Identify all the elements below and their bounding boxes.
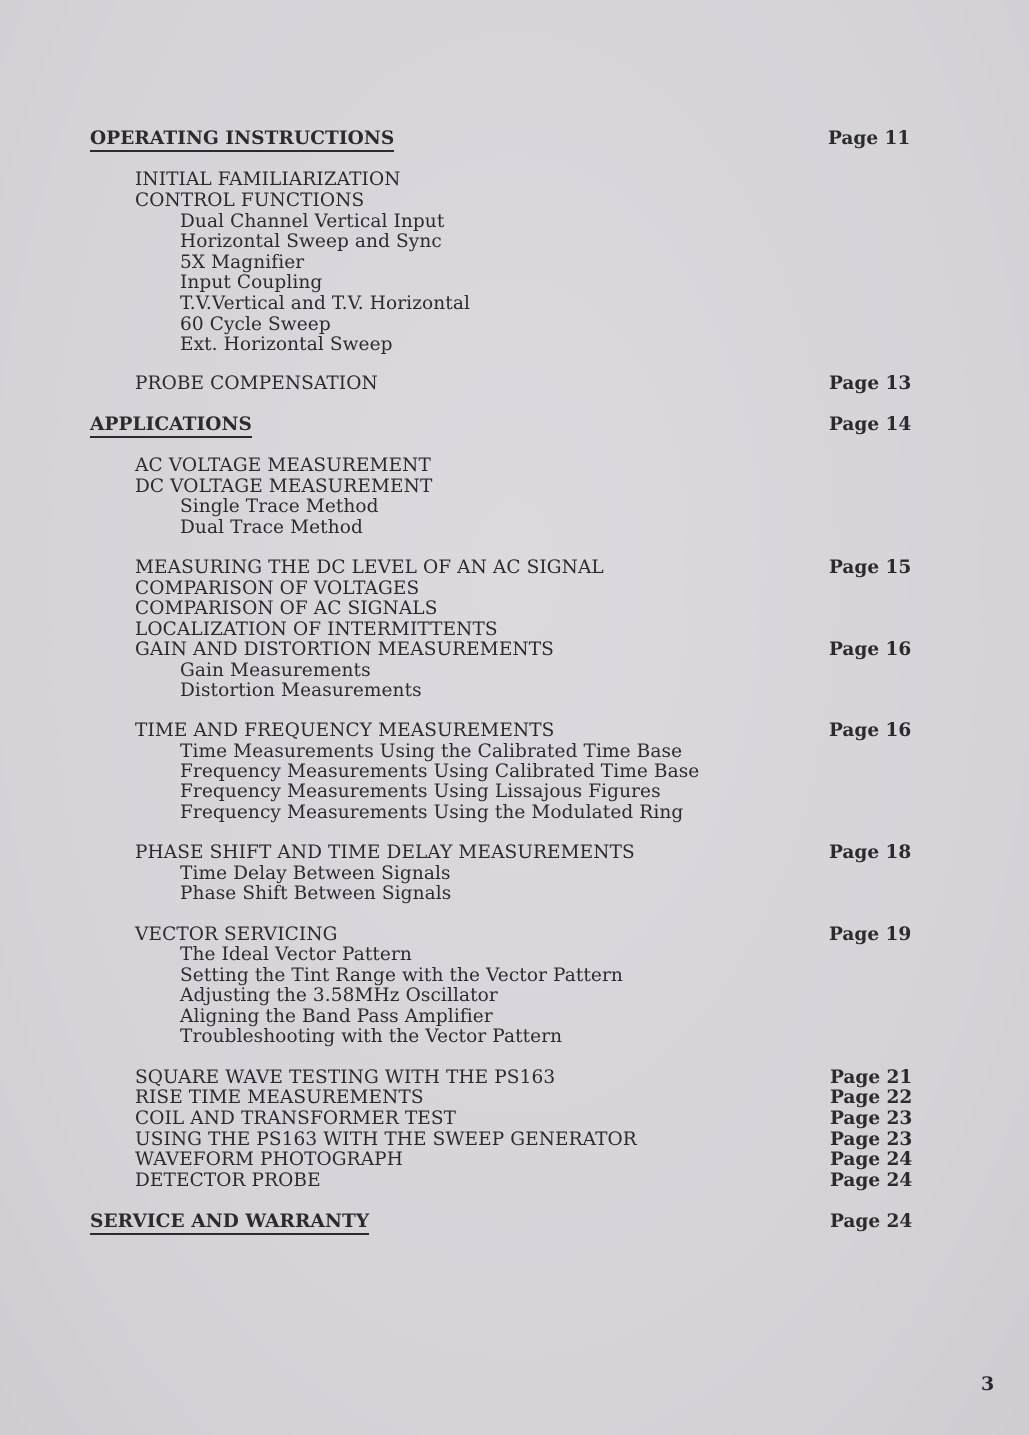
toc-subentry-ext-horizontal: Ext. Horizontal Sweep — [180, 334, 393, 355]
toc-entry-comparison-ac: COMPARISON OF AC SIGNALS — [135, 598, 438, 619]
toc-entry-detector-probe: DETECTOR PROBE — [135, 1170, 321, 1191]
toc-entry-rise-time: RISE TIME MEASUREMENTS — [135, 1087, 424, 1108]
page-ref-square-wave: Page 21 — [830, 1067, 913, 1088]
toc-subentry-input-coupling: Input Coupling — [180, 272, 323, 293]
toc-entry-vector-servicing: VECTOR SERVICING — [135, 924, 338, 945]
toc-entry-square-wave: SQUARE WAVE TESTING WITH THE PS163 — [135, 1067, 556, 1088]
page-ref-phase-shift: Page 18 — [829, 842, 912, 863]
toc-subentry-freq-calibrated: Frequency Measurements Using Calibrated Time Base — [180, 761, 700, 782]
toc-entry-coil-transformer: COIL AND TRANSFORMER TEST — [135, 1108, 457, 1129]
toc-entry-localization: LOCALIZATION OF INTERMITTENTS — [135, 619, 498, 640]
toc-subentry-freq-lissajous: Frequency Measurements Using Lissajous Figures — [180, 781, 661, 802]
toc-entry-sweep-generator: USING THE PS163 WITH THE SWEEP GENERATOR — [135, 1129, 637, 1150]
section-heading-operating-instructions: OPERATING INSTRUCTIONS — [90, 129, 394, 152]
page-ref-detector-probe: Page 24 — [830, 1170, 913, 1191]
page-ref-dc-level: Page 15 — [829, 557, 912, 578]
page-ref-service-warranty: Page 24 — [830, 1211, 913, 1232]
toc-subentry-cycle-sweep: 60 Cycle Sweep — [180, 314, 331, 335]
page-ref-waveform-photo: Page 24 — [830, 1149, 913, 1170]
toc-entry-phase-shift: PHASE SHIFT AND TIME DELAY MEASUREMENTS — [135, 842, 635, 863]
toc-subentry-troubleshooting: Troubleshooting with the Vector Pattern — [180, 1026, 563, 1047]
toc-subentry-time-delay: Time Delay Between Signals — [180, 863, 451, 884]
toc-entry-probe-compensation: PROBE COMPENSATION — [135, 373, 378, 394]
toc-entry-comparison-voltages: COMPARISON OF VOLTAGES — [135, 578, 420, 599]
toc-subentry-dual-channel: Dual Channel Vertical Input — [180, 211, 445, 232]
section-heading-service-warranty: SERVICE AND WARRANTY — [90, 1212, 369, 1235]
toc-subentry-horizontal-sweep: Horizontal Sweep and Sync — [180, 231, 442, 252]
toc-subentry-time-calibrated: Time Measurements Using the Calibrated Time Base — [180, 741, 683, 762]
toc-entry-ac-voltage: AC VOLTAGE MEASUREMENT — [135, 455, 431, 476]
toc-entry-gain-distortion: GAIN AND DISTORTION MEASUREMENTS — [135, 639, 554, 660]
page-ref-gain-distortion: Page 16 — [829, 639, 912, 660]
toc-subentry-dual-trace: Dual Trace Method — [180, 517, 363, 538]
toc-subentry-freq-ring: Frequency Measurements Using the Modulated Ring — [180, 802, 684, 823]
page-ref-vector-servicing: Page 19 — [829, 924, 912, 945]
toc-subentry-ideal-vector: The Ideal Vector Pattern — [180, 944, 412, 965]
toc-subentry-magnifier: 5X Magnifier — [180, 252, 305, 273]
toc-entry-control-functions: CONTROL FUNCTIONS — [135, 190, 365, 211]
toc-entry-time-frequency: TIME AND FREQUENCY MEASUREMENTS — [135, 720, 555, 741]
page-ref-rise-time: Page 22 — [830, 1087, 913, 1108]
page-number: 3 — [981, 1373, 995, 1395]
toc-subentry-phase-between: Phase Shift Between Signals — [180, 883, 452, 904]
toc-subentry-single-trace: Single Trace Method — [180, 496, 379, 517]
toc-entry-dc-voltage: DC VOLTAGE MEASUREMENT — [135, 476, 433, 497]
page-ref-sweep-generator: Page 23 — [830, 1129, 913, 1150]
page-ref-applications: Page 14 — [829, 414, 912, 435]
page-ref-probe-compensation: Page 13 — [829, 373, 912, 394]
toc-subentry-distortion-measurements: Distortion Measurements — [180, 680, 422, 701]
page-ref-operating-instructions: Page 11 — [828, 128, 911, 149]
toc-entry-initial-familiarization: INITIAL FAMILIARIZATION — [135, 169, 401, 190]
page-ref-coil-transformer: Page 23 — [830, 1108, 913, 1129]
page-ref-time-frequency: Page 16 — [829, 720, 912, 741]
toc-subentry-oscillator: Adjusting the 3.58MHz Oscillator — [180, 985, 498, 1006]
toc-subentry-tv-vertical: T.V.Vertical and T.V. Horizontal — [180, 293, 470, 314]
section-heading-applications: APPLICATIONS — [90, 415, 252, 438]
toc-entry-dc-level: MEASURING THE DC LEVEL OF AN AC SIGNAL — [135, 557, 604, 578]
toc-subentry-tint-range: Setting the Tint Range with the Vector Pattern — [180, 965, 623, 986]
toc-subentry-gain-measurements: Gain Measurements — [180, 660, 371, 681]
toc-entry-waveform-photo: WAVEFORM PHOTOGRAPH — [135, 1149, 403, 1170]
toc-subentry-band-pass: Aligning the Band Pass Amplifier — [180, 1006, 493, 1027]
